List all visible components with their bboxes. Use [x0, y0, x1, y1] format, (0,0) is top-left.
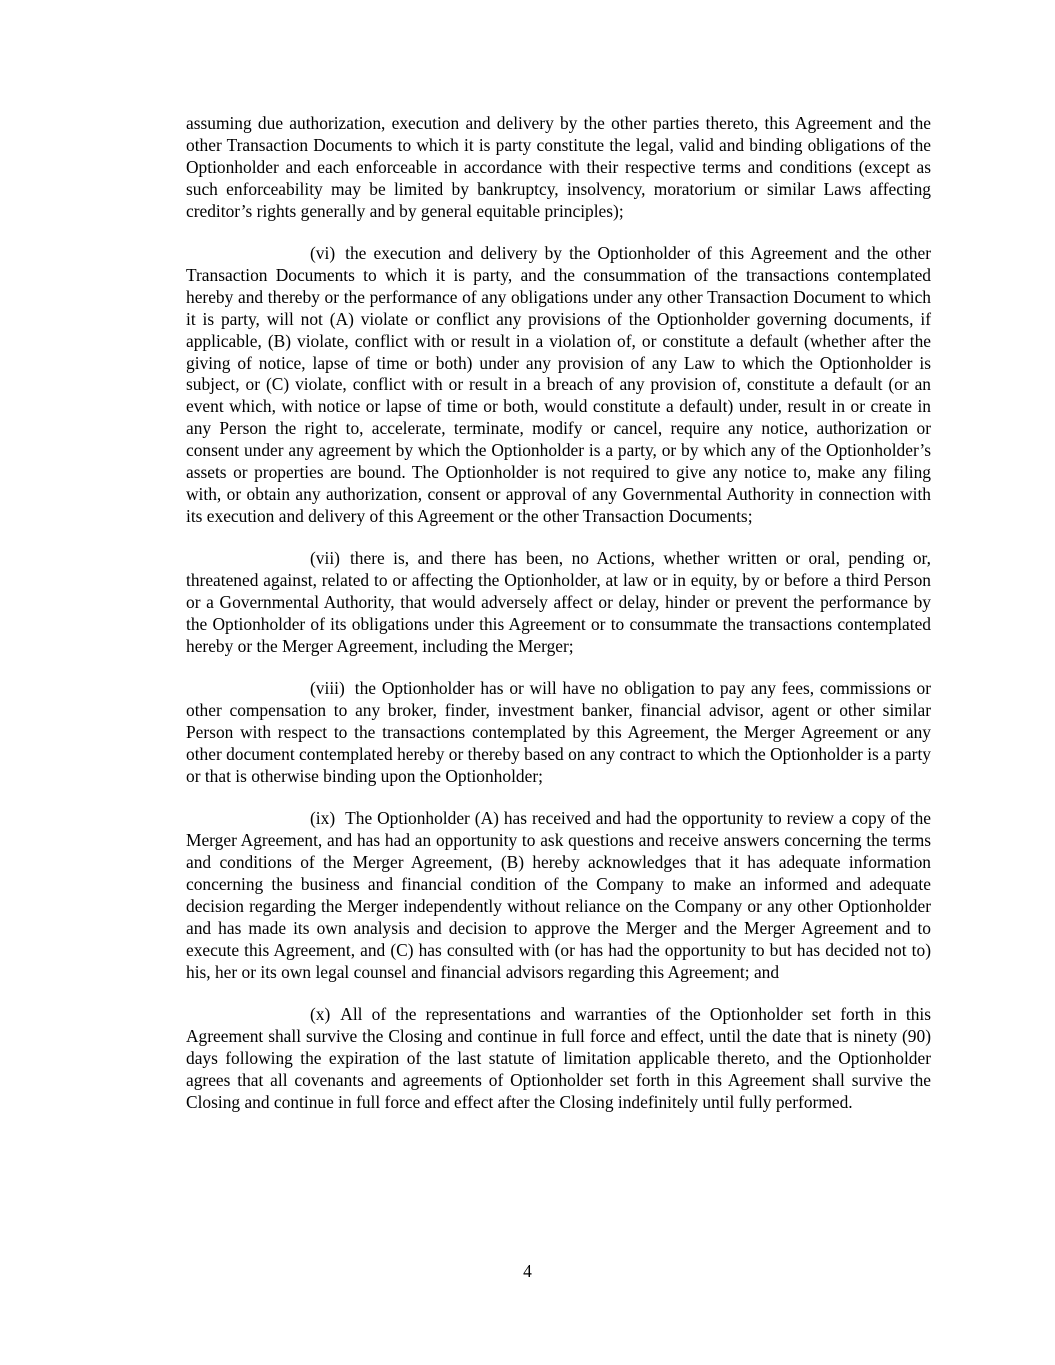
paragraph-label: (viii)	[310, 678, 345, 699]
paragraph-text: All of the representations and warranties of the Optionholder set forth in this Agreement shall survive the Closing and continue in full force and effect, until the date that is ninety (90) days following the expiration of the last statute of limitation applicable thereto, and the Optionholder agrees that all covenants and agreements of Optionholder set forth in this Agreement shall survive the Closing and continue in full force and effect after the Closing indefinitely until fully performed.	[186, 1004, 931, 1112]
paragraph-label: (vii)	[310, 548, 340, 569]
paragraph-text: assuming due authorization, execution and delivery by the other parties thereto, this Agreement and the other Transaction Documents to which it is party constitute the legal, valid and binding obligations of the Optionholder and each enforceable in accordance with their respective terms and conditions (except as such enforceability may be limited by bankruptcy, insolvency, moratorium or similar Laws affecting creditor’s rights generally and by general equitable principles);	[186, 113, 931, 221]
paragraph-ix	[186, 808, 931, 983]
paragraph-text: The Optionholder (A) has received and had the opportunity to review a copy of the Merger Agreement, and has had an opportunity to ask questions and receive answers concerning the terms and conditions of the Merger Agreement, (B) hereby acknowledges that it has adequate information concerning the business and financial condition of the Company to make an informed and adequate decision regarding the Merger independently without reliance on the Company or any other Optionholder and has made its own analysis and decision to approve the Merger and the Merger Agreement and to execute this Agreement, and (C) has consulted with (or has had the opportunity to but has decided not to) his, her or its own legal counsel and financial advisors regarding this Agreement; and	[186, 808, 931, 982]
paragraph-continuation	[186, 113, 931, 223]
paragraph-text: the Optionholder has or will have no obligation to pay any fees, commissions or other compensation to any broker, finder, investment banker, financial advisor, agent or other similar Person with respect to the transactions contemplated by this Agreement, the Merger Agreement or any other document contemplated hereby or thereby based on any contract to which the Optionholder is a party or that is otherwise binding upon the Optionholder;	[186, 678, 931, 786]
paragraph-text: there is, and there has been, no Actions, whether written or oral, pending or, threatened against, related to or affecting the Optionholder, at law or in equity, by or before a third Person or a Governmental Authority, that would adversely affect or delay, hinder or prevent the performance by the Optionholder of its obligations under this Agreement or to consummate the transactions contemplated hereby or the Merger Agreement, including the Merger;	[186, 548, 931, 656]
page-number: 4	[523, 1261, 532, 1281]
paragraph-text: the execution and delivery by the Optionholder of this Agreement and the other Transaction Documents to which it is party, and the consummation of the transactions contemplated hereby and thereby or the performance of any obligations under any other Transaction Document to which it is party, will not (A) violate or conflict any provisions of the Optionholder governing documents, if applicable, (B) violate, conflict with or result in a violation of, or constitute a default (whether after the giving of notice, lapse of time or both) under any provision of any Law to which the Optionholder is subject, or (C) violate, conflict with or result in a breach of any provision of, constitute a default (or an event which, with notice or lapse of time or both, would constitute a default) under, result in or create in any Person the right to, accelerate, terminate, modify or cancel, require any notice, authorization or consent under any agreement by which the Optionholder is a party, or by which any of the Optionholder’s assets or properties are bound. The Optionholder is not required to give any notice to, make any filing with, or obtain any authorization, consent or approval of any Governmental Authority in connection with its execution and delivery of this Agreement or the other Transaction Documents;	[186, 243, 931, 526]
paragraph-label: (vi)	[310, 243, 336, 264]
paragraph-viii	[186, 678, 931, 788]
paragraph-x	[186, 1004, 931, 1114]
paragraph-label: (x)	[310, 1004, 331, 1025]
paragraph-vi	[186, 243, 931, 528]
paragraph-vii	[186, 548, 931, 658]
paragraph-label: (ix)	[310, 808, 336, 829]
document-page	[186, 113, 931, 1134]
